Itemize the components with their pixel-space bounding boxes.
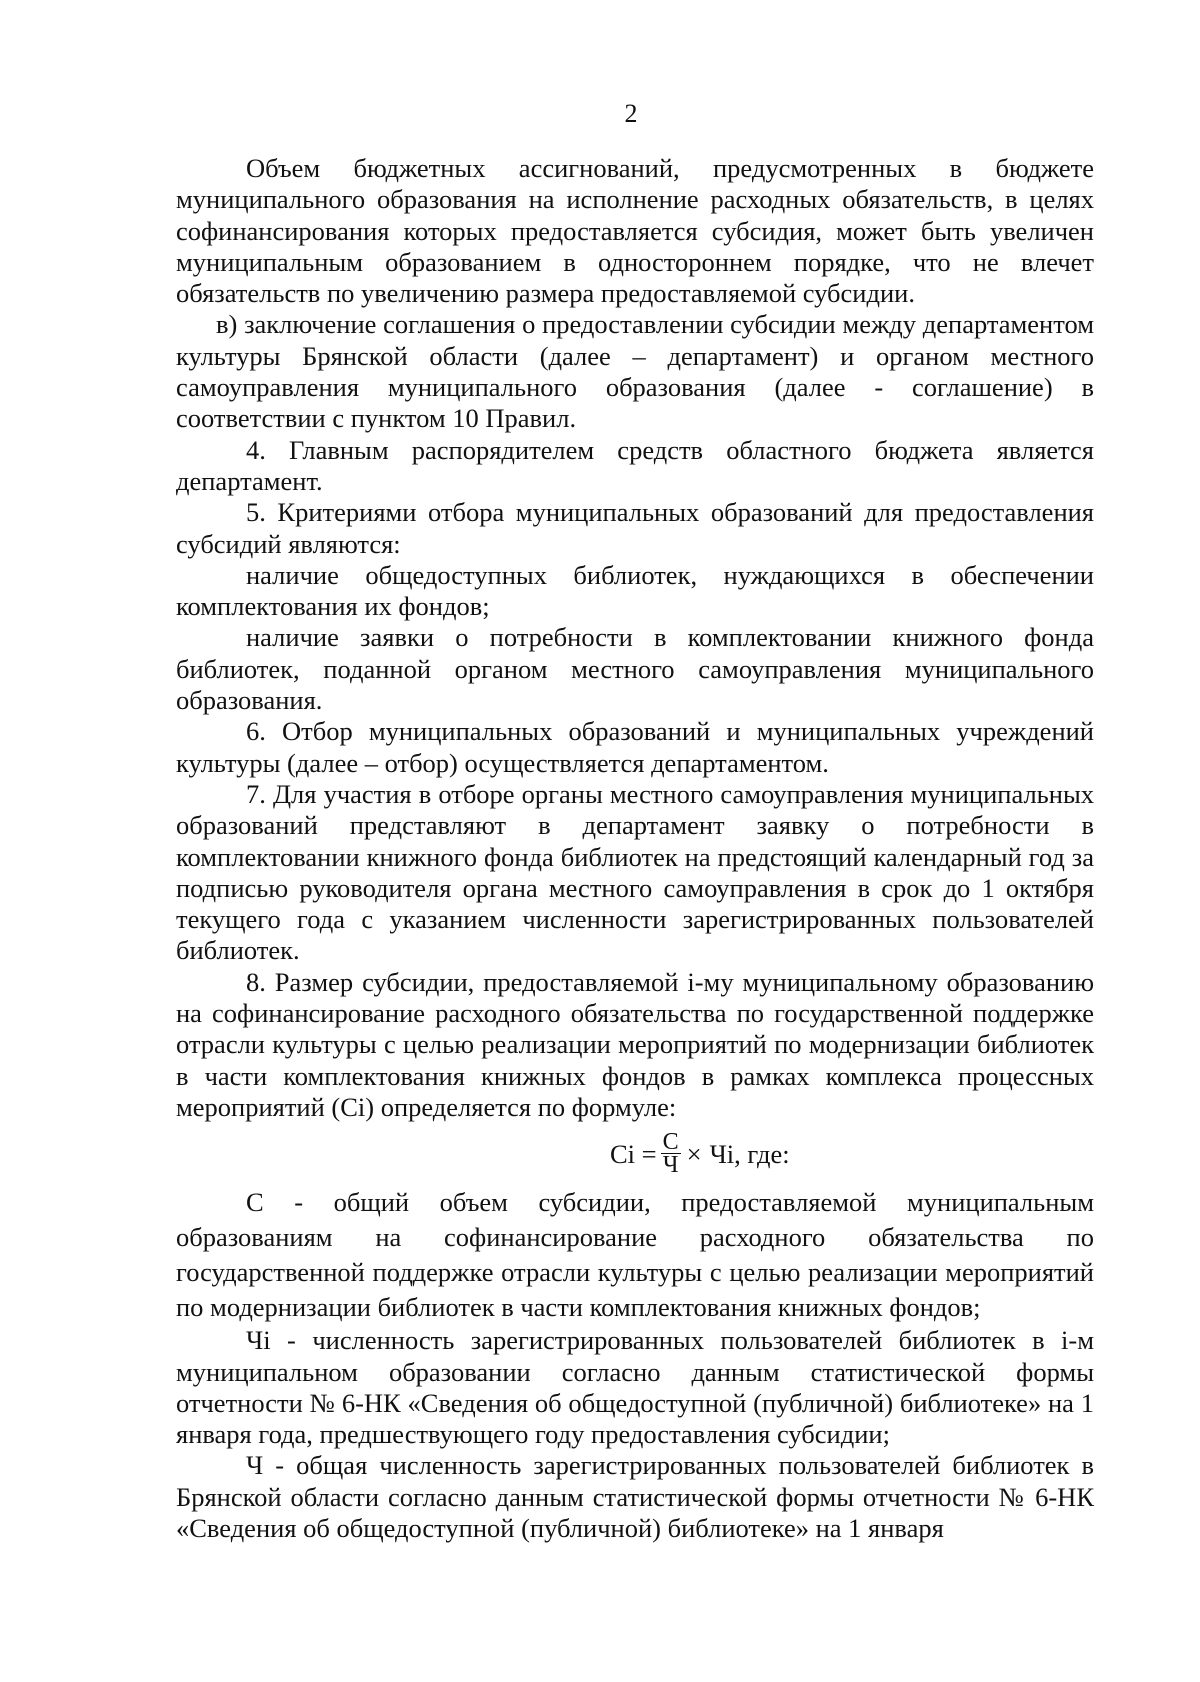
formula-rhs: Чi, где: bbox=[709, 1138, 790, 1169]
page-number: 2 bbox=[624, 99, 638, 128]
definition-users-total: Ч - общая численность зарегистрированных пользователей библиотек в Брянской области согласно данным статистической формы отчетности № 6-НК «Сведения об общедоступной (публичной) библиотеке» на 1 января bbox=[176, 1450, 1094, 1543]
formula-operator: × bbox=[686, 1138, 702, 1169]
definition-total-subsidy: С - общий объем субсидии, предоставляемой муниципальным образованиям на софинансирование расходного обязательства по государственной поддержке отрасли культуры с целью реализации мероприятий по модернизации библиотек в части комплектования книжных фондов; bbox=[176, 1187, 1094, 1323]
formula-lhs: Ci = bbox=[610, 1138, 657, 1169]
formula-fraction bbox=[661, 1129, 681, 1179]
paragraph-5-selection-criteria: 5. Критериями отбора муниципальных образований для предоставления субсидий являются: bbox=[176, 497, 1094, 559]
paragraph-8-subsidy-size: 8. Размер субсидии, предоставляемой i-му муниципальному образованию на софинансирование расходного обязательства по государственной поддержке отрасли культуры с целью реализации мероприятий по модернизации библиотек в части комплектования книжных фондов в рамках комплекса процессных мероприятий (Ci) определяется по формуле: bbox=[176, 966, 1094, 1122]
definition-users-i: Чi - численность зарегистрированных пользователей библиотек в i-м муниципальном образовании согласно данным статистической формы отчетности № 6-НК «Сведения об общедоступной (публичной) библиотеке» на 1 января года, предшествующего году предоставления субсидии; bbox=[176, 1325, 1094, 1450]
paragraph-6-selection: 6. Отбор муниципальных образований и муниципальных учреждений культуры (далее – отбор) осуществляется департаментом. bbox=[176, 716, 1094, 778]
paragraph-item-v-agreement: в) заключение соглашения о предоставлении субсидии между департаментом культуры Брянской области (далее – департамент) и органом местного самоуправления муниципального образования (далее - соглашение) в соответствии с пунктом 10 Правил. bbox=[176, 309, 1094, 434]
formula-denominator: Ч bbox=[662, 1152, 679, 1179]
document-body bbox=[176, 153, 1094, 1544]
paragraph-4-chief-administrator: 4. Главным распорядителем средств областного бюджета является департамент. bbox=[176, 434, 1094, 496]
definitions-block bbox=[176, 1185, 1094, 1325]
paragraph-criterion-application: наличие заявки о потребности в комплектовании книжного фонда библиотек, поданной органом местного самоуправления муниципального образования. bbox=[176, 622, 1094, 716]
paragraph-budget-allocations: Объем бюджетных ассигнований, предусмотренных в бюджете муниципального образования на исполнение расходных обязательств, в целях софинансирования которых предоставляется субсидия, может быть увеличен муниципальным образованием в одностороннем порядке, что не влечет обязательств по увеличению размера предоставляемой субсидии. bbox=[176, 153, 1094, 309]
paragraph-criterion-libraries: наличие общедоступных библиотек, нуждающихся в обеспечении комплектования их фондов; bbox=[176, 559, 1094, 622]
formula-numerator: С bbox=[662, 1129, 679, 1156]
subsidy-formula bbox=[176, 1129, 1094, 1177]
paragraph-7-participation: 7. Для участия в отборе органы местного самоуправления муниципальных образований представляют в департамент заявку о потребности в комплектовании книжного фонда библиотек на предстоящий календарный год за подписью руководителя органа местного самоуправления в срок до 1 октября текущего года с указанием численности зарегистрированных пользователей библиотек. bbox=[176, 778, 1094, 966]
